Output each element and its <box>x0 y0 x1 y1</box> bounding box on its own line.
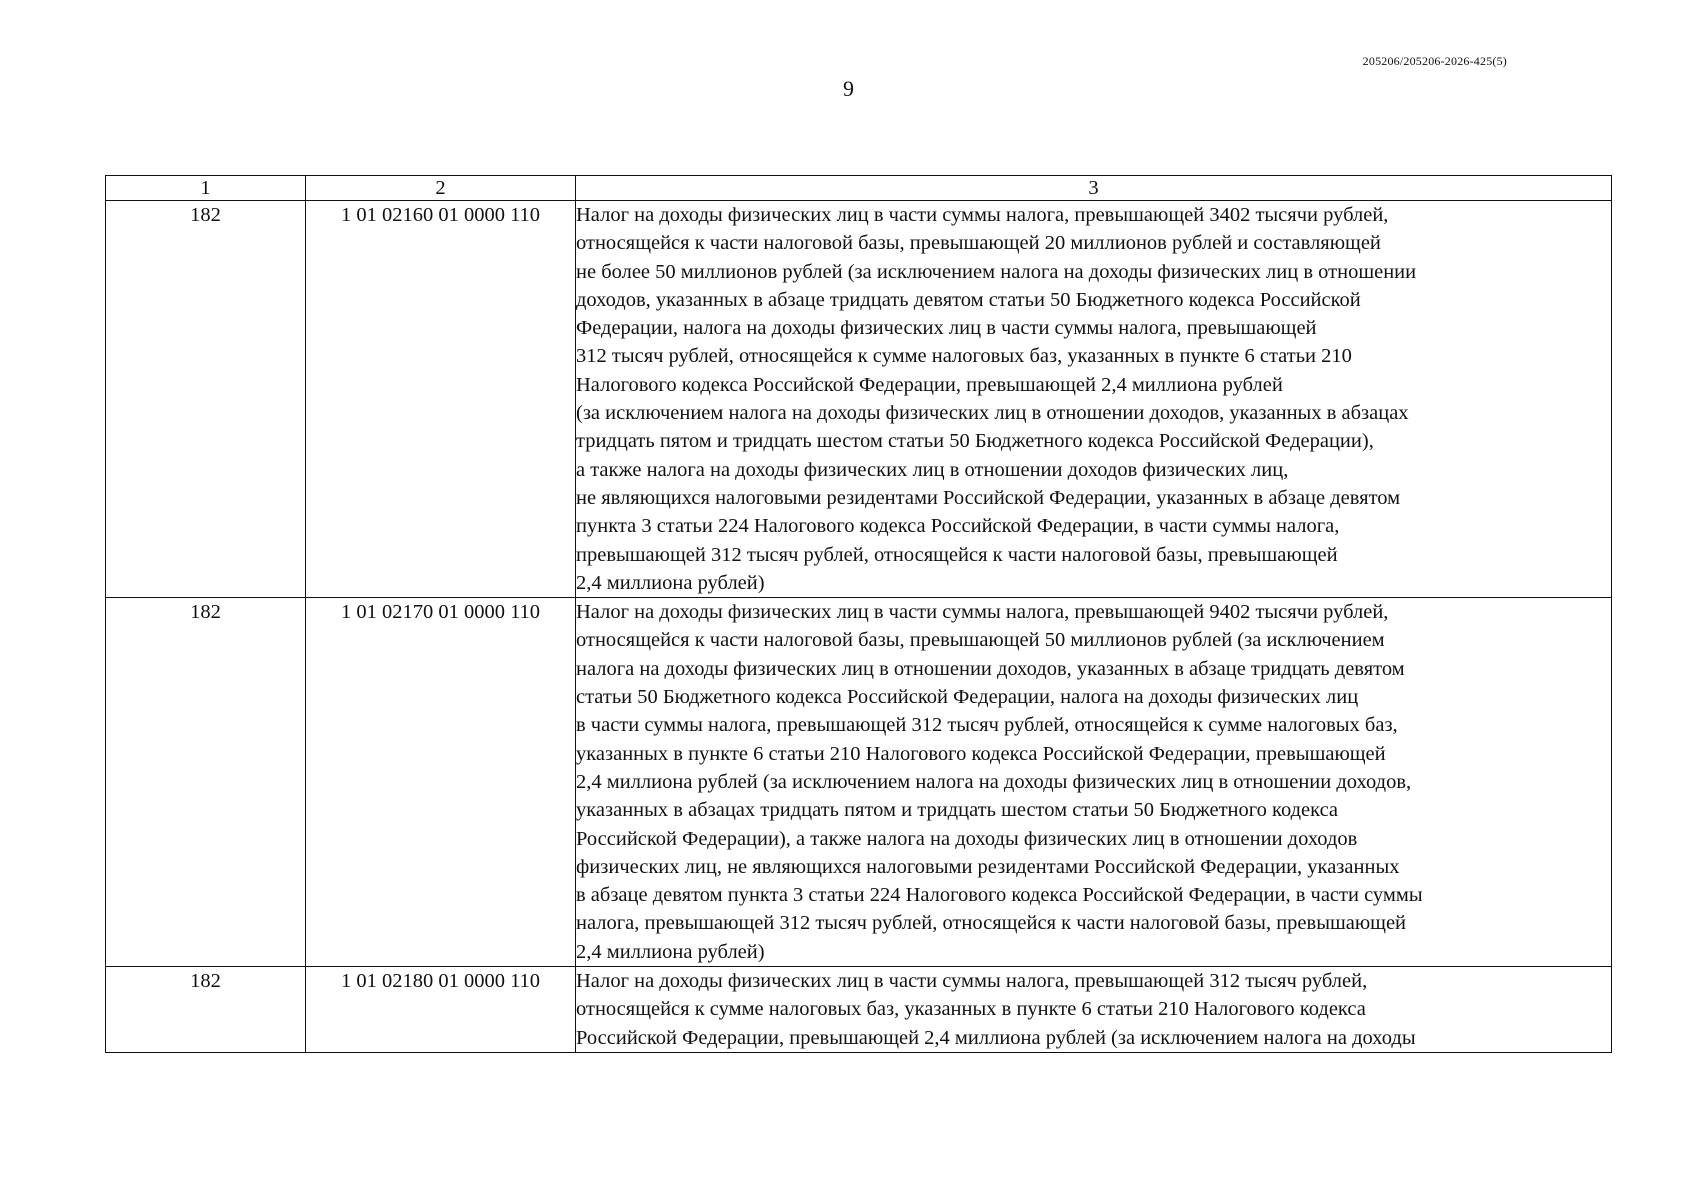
description-line: указанных в пункте 6 статьи 210 Налогового кодекса Российской Федерации, превышающей <box>576 742 1386 765</box>
description-line: тридцать пятом и тридцать шестом статьи 50 Бюджетного кодекса Российской Федерации), <box>576 430 1374 453</box>
budget-codes-table <box>105 175 1612 1053</box>
description-line: 2,4 миллиона рублей) <box>576 940 765 963</box>
description-cell <box>576 201 1612 598</box>
table-row <box>106 598 1612 967</box>
description-line: налога, превышающей 312 тысяч рублей, относящейся к части налоговой базы, превышающей <box>576 912 1407 935</box>
description-line: в абзаце девятом пункта 3 статьи 224 Налогового кодекса Российской Федерации, в части суммы <box>576 884 1423 907</box>
description-cell <box>576 598 1612 967</box>
description-line: Налог на доходы физических лиц в части суммы налога, превышающей 3402 тысячи рублей, <box>576 204 1389 226</box>
column-header-3: 3 <box>576 176 1612 201</box>
description-line: Налог на доходы физических лиц в части суммы налога, превышающей 9402 тысячи рублей, <box>576 601 1389 624</box>
budget-classification-code-cell: 1 01 02180 01 0000 110 <box>306 967 576 1053</box>
budget-classification-code-cell: 1 01 02170 01 0000 110 <box>306 598 576 967</box>
table-row <box>106 201 1612 598</box>
description-line: Российской Федерации), а также налога на доходы физических лиц в отношении доходов <box>576 827 1358 850</box>
description-line: 2,4 миллиона рублей) <box>576 571 765 594</box>
description-line: Федерации, налога на доходы физических лиц в части суммы налога, превышающей <box>576 317 1317 340</box>
description-line: налога на доходы физических лиц в отношении доходов, указанных в абзаце тридцать девятом <box>576 657 1405 680</box>
admin-code-cell: 182 <box>106 598 306 967</box>
description-line: указанных в абзацах тридцать пятом и тридцать шестом статьи 50 Бюджетного кодекса <box>576 799 1339 822</box>
description-cell <box>576 967 1612 1053</box>
column-header-2: 2 <box>306 176 576 201</box>
description-line: относящейся к части налоговой базы, превышающей 20 миллионов рублей и составляющей <box>576 232 1381 255</box>
description-line: Российской Федерации, превышающей 2,4 миллиона рублей (за исключением налога на доходы <box>576 1026 1416 1049</box>
description-line: не более 50 миллионов рублей (за исключением налога на доходы физических лиц в отношении <box>576 260 1417 283</box>
description-line: не являющихся налоговыми резидентами Российской Федерации, указанных в абзаце девятом <box>576 486 1401 509</box>
document-id: 205206/205206-2026-425(5) <box>1362 54 1507 68</box>
budget-classification-code-cell: 1 01 02160 01 0000 110 <box>306 201 576 598</box>
description-line: Налогового кодекса Российской Федерации, превышающей 2,4 миллиона рублей <box>576 373 1283 396</box>
description-line: статьи 50 Бюджетного кодекса Российской Федерации, налога на доходы физических лиц <box>576 686 1359 709</box>
table-header-row <box>106 176 1612 201</box>
admin-code-cell: 182 <box>106 967 306 1053</box>
description-line: Налог на доходы физических лиц в части суммы налога, превышающей 312 тысяч рублей, <box>576 970 1368 993</box>
description-line: относящейся к сумме налоговых баз, указанных в пункте 6 статьи 210 Налогового кодекса <box>576 998 1366 1021</box>
description-line: а также налога на доходы физических лиц в отношении доходов физических лиц, <box>576 458 1289 481</box>
description-line: пункта 3 статьи 224 Налогового кодекса Российской Федерации, в части суммы налога, <box>576 515 1340 538</box>
description-line: доходов, указанных в абзаце тридцать девятом статьи 50 Бюджетного кодекса Российской <box>576 288 1361 311</box>
admin-code-cell: 182 <box>106 201 306 598</box>
description-line: 2,4 миллиона рублей (за исключением налога на доходы физических лиц в отношении доходов, <box>576 770 1412 793</box>
description-line: превышающей 312 тысяч рублей, относящейся к части налоговой базы, превышающей <box>576 543 1338 566</box>
column-header-1: 1 <box>106 176 306 201</box>
description-line: физических лиц, не являющихся налоговыми резидентами Российской Федерации, указанных <box>576 855 1400 878</box>
description-line: в части суммы налога, превышающей 312 тысяч рублей, относящейся к сумме налоговых баз, <box>576 714 1398 737</box>
description-line: 312 тысяч рублей, относящейся к сумме налоговых баз, указанных в пункте 6 статьи 210 <box>576 345 1352 368</box>
table-row <box>106 967 1612 1053</box>
page-number: 9 <box>843 76 854 101</box>
description-line: относящейся к части налоговой базы, превышающей 50 миллионов рублей (за исключением <box>576 629 1385 652</box>
description-line: (за исключением налога на доходы физических лиц в отношении доходов, указанных в абзацах <box>576 402 1409 425</box>
